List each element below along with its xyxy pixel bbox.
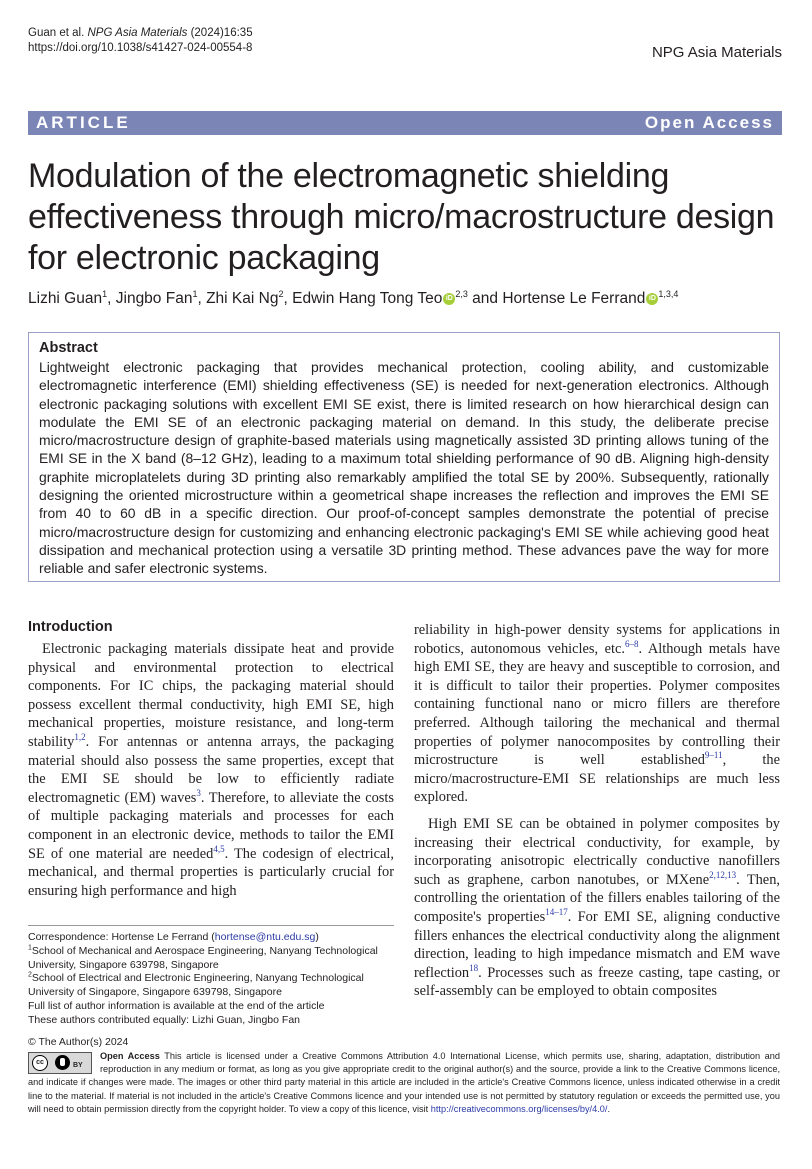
correspondence-note — [28, 931, 394, 945]
body-text: . Although metals have high EMI SE, they are heavy and susceptible to corrosion, and it is difficult to tailor their properties. Polymer composites containing functional nano or micro fillers are therefore preferred. Although tailoring the mechanical and thermal properties of polymer nanocomposites by controlling their microstructure is well established — [414, 640, 780, 769]
affiliation-text: School of Mechanical and Aerospace Engineering, Nanyang Technological University, Singapore 639798, Singapore — [28, 944, 378, 971]
copyright-notice: © The Author(s) 2024 — [28, 1036, 129, 1048]
abstract-box — [28, 332, 780, 582]
affiliation-number: 1 — [28, 944, 32, 952]
author-separator: , — [107, 290, 116, 307]
body-column-left — [28, 618, 394, 900]
body-text: . Processes such as freeze casting, tape casting, or self-assembly can be employed to obtain composites — [414, 964, 780, 1000]
cc-by-license-icon[interactable] — [28, 1052, 92, 1074]
body-text: , the micro/macrostructure-EMI SE relationships are much less explored. — [414, 752, 780, 806]
abstract-heading: Abstract — [39, 340, 98, 356]
citation-journal: NPG Asia Materials — [87, 27, 188, 39]
body-text: High EMI SE can be obtained in polymer composites by increasing their electrical conductivity, for example, by incorporating anisotropic electrically conductive nanofillers such as graphene, carbon nanotubes, or MXene — [414, 815, 780, 888]
article-title: Modulation of the electromagnetic shielding effectiveness through micro/macrostructure design for electronic packaging — [28, 157, 775, 277]
affiliation-text: School of Electrical and Electronic Engineering, Nanyang Technological University of Singapore, Singapore 639798, Singapore — [28, 972, 364, 999]
article-type-label: ARTICLE — [36, 113, 131, 132]
body-column-right — [414, 621, 780, 1001]
author-affiliation: 1 — [102, 288, 108, 299]
attribution-person-icon — [55, 1055, 70, 1070]
orcid-icon[interactable]: iD — [646, 293, 658, 305]
affiliation-number: 2 — [28, 971, 32, 979]
author-name: Zhi Kai Ng — [206, 290, 279, 307]
article-banner — [28, 111, 782, 135]
author-name: Lizhi Guan — [28, 290, 103, 307]
license-open-access-label: Open Access — [100, 1051, 160, 1061]
author-affiliation: 1,3,4 — [658, 288, 679, 299]
reference-link[interactable]: 4,5 — [213, 843, 225, 854]
reference-link[interactable]: 14–17 — [545, 907, 568, 918]
orcid-icon[interactable]: iD — [443, 293, 455, 305]
author-name: Edwin Hang Tong Teo — [292, 290, 443, 307]
doi-link[interactable]: https://doi.org/10.1038/s41427-024-00554-8 — [28, 42, 253, 54]
affiliation-2 — [28, 972, 394, 1000]
body-text: . The codesign of electrical, mechanical, and thermal properties is particularly crucial for ensuring high performance and high — [28, 845, 394, 899]
body-paragraph — [414, 621, 780, 807]
cc-symbol: cc — [32, 1055, 48, 1071]
license-notice — [28, 1050, 780, 1116]
correspondence-end: ) — [315, 931, 319, 943]
author-list — [28, 289, 788, 309]
author-separator: and — [467, 290, 503, 307]
equal-contribution-note: These authors contributed equally: Lizhi Guan, Jingbo Fan — [28, 1013, 301, 1026]
body-text: . Therefore, to alleviate the costs of multiple packaging materials and processes for each component in an electronic device, methods to tailor the EMI SE of one material are needed — [28, 789, 395, 862]
reference-link[interactable]: 3 — [196, 787, 201, 798]
body-text: Electronic packaging materials dissipate heat and provide physical and environmental protection to electrical components. For IC chips, the packaging material should possess excellent thermal conductivity, high EMI SE, high mechanical properties, moisture resistance, and long-term stability — [28, 641, 394, 750]
author-affiliation: 2,3 — [455, 288, 468, 299]
reference-link[interactable]: 6–8 — [625, 638, 639, 649]
body-text: . For EMI SE, aligning conductive fillers enhances the electrical conductivity along the alignment direction, leading to high impedance mismatch and EM wave reflection — [414, 908, 780, 981]
author-name: Jingbo Fan — [115, 290, 193, 307]
footnotes — [28, 925, 394, 1028]
author-name: Hortense Le Ferrand — [502, 290, 646, 307]
by-label: BY — [73, 1062, 83, 1069]
correspondence-label: Correspondence: Hortense Le Ferrand ( — [28, 931, 215, 943]
reference-link[interactable]: 1,2 — [74, 732, 86, 743]
section-heading-introduction: Introduction — [28, 619, 113, 635]
body-text: reliability in high-power density systems for applications in robotics, autonomous vehicles, etc. — [414, 622, 780, 657]
author-affiliation: 2 — [278, 288, 284, 299]
full-author-info-note: Full list of author information is available at the end of the article — [28, 999, 325, 1012]
author-separator: , — [197, 290, 207, 307]
citation-year-volume: (2024)16:35 — [187, 27, 253, 39]
citation-authors: Guan et al. — [28, 27, 85, 39]
abstract-text: Lightweight electronic packaging that provides mechanical protection, cooling ability, and customizable electromagnetic interference (EMI) shielding effectiveness (SE) is needed for next-generation electronics. Although electronic packaging solutions with excellent EMI SE exist, there is limited research on how hierarchical design can modulate the EMI SE of an electronic packaging material on demand. In this study, the deliberate precise micro/macrostructure design of graphite-based materials using magnetically assisted 3D printing allows tuning of the EMI SE in the X band (8–12 GHz), leading to a maximum total shielding performance of 90 dB. Aligning high-density graphite microplatelets during 3D printing also remarkably amplified the total SE by 200%. Subsequently, rationally designing the oriented microstructure within a geometrical shape increases the reflection and improves the EMI SE from 40 to 60 dB in a specific direction. Our proof-of-concept samples demonstrate the potential of precise micro/macrostructure design for customizing and enhancing electronic packaging's EMI SE while achieving good heat dissipation and mechanical protection using a versatile 3D printing method. These advances pave the way for more reliable and safer electronic systems. — [39, 359, 769, 577]
reference-link[interactable]: 18 — [469, 962, 479, 973]
author-separator: , — [283, 290, 293, 307]
reference-link[interactable]: 2,12,13 — [709, 869, 737, 880]
journal-name: NPG Asia Materials — [651, 44, 782, 61]
body-paragraph — [414, 815, 780, 1001]
license-url-link[interactable]: http://creativecommons.org/licenses/by/4.0/ — [430, 1103, 608, 1114]
email-link[interactable]: hortense@ntu.edu.sg — [214, 931, 316, 943]
body-text: . Then, controlling the orientation of the fillers enables tailoring of the composite's properties — [414, 871, 780, 925]
license-text: This article is licensed under a Creative Commons Attribution 4.0 International License, which permits use, sharing, adaptation, distribution and reproduction in any medium or format, as long as you give appropriate credit to the original author(s) and the source, provide a link to the Creative Commons licence, and indicate if changes were made. The images or other third party material in this article are included in the article's Creative Commons licence, unless indicated otherwise in a credit line to the material. If material is not included in the article's Creative Commons licence and your intended use is not permitted by statutory regulation or exceeds the permitted use, you will need to obtain permission directly from the copyright holder. To view a copy of this licence, visit — [28, 1051, 780, 1114]
body-paragraph — [28, 640, 394, 900]
author-affiliation: 1 — [192, 288, 198, 299]
license-end: . — [607, 1103, 610, 1114]
body-text: . For antennas or antenna arrays, the packaging material should also possess the same properties, except that the EMI SE should be low to efficiently radiate electromagnetic (EM) waves — [28, 733, 394, 806]
open-access-label: Open Access — [644, 113, 774, 132]
citation-line — [28, 26, 253, 41]
affiliation-1 — [28, 945, 394, 973]
reference-link[interactable]: 9–11 — [704, 750, 723, 761]
citation-header — [28, 26, 253, 56]
